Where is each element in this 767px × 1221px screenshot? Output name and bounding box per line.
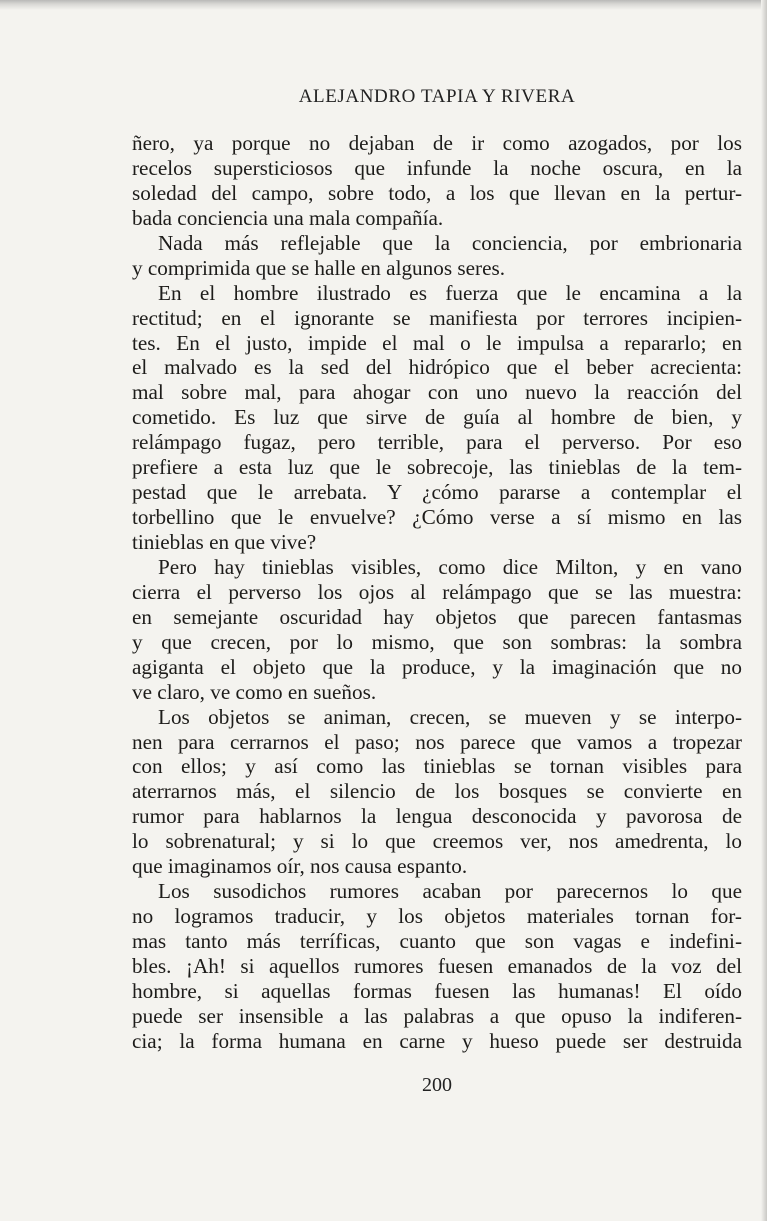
text-line: lo sobrenatural; y si lo que creemos ver, nos amedrenta, lo: [132, 829, 742, 854]
text-line: soledad del campo, sobre todo, a los que llevan en la pertur-: [132, 180, 742, 205]
text-line: cia; la forma humana en carne y hueso puede ser destruida: [132, 1028, 742, 1053]
text-line: bada conciencia una mala compañía.: [132, 205, 444, 230]
text-line: nen para cerrarnos el paso; nos parece que vamos a tropezar: [132, 729, 742, 754]
text-line: prefiere a esta luz que le sobrecoje, las tinieblas de la tem-: [132, 455, 742, 480]
text-line: bles. ¡Ah! si aquellos rumores fuesen emanados de la voz del: [132, 953, 742, 978]
text-line: mas tanto más terríficas, cuanto que son vagas e indefini-: [132, 929, 742, 953]
text-line: rectitud; en el ignorante se manifiesta por terrores incipien-: [132, 305, 742, 330]
text-line: y comprimida que se halle en algunos seres.: [132, 255, 506, 280]
page-right-edge: [761, 0, 767, 1221]
text-line: ñero, ya porque no dejaban de ir como azogados, por los: [132, 131, 742, 155]
body-text: [132, 131, 742, 1054]
text-line: que imaginamos oír, nos causa espanto.: [132, 854, 468, 879]
text-line: recelos supersticiosos que infunde la noche oscura, en la: [132, 155, 742, 180]
text-line: Pero hay tinieblas visibles, como dice Milton, y en vano: [158, 554, 742, 579]
text-line: Los objetos se animan, crecen, se mueven y se interpo-: [158, 704, 742, 729]
text-line: y que crecen, por lo mismo, que son sombras: la sombra: [132, 629, 742, 654]
text-line: aterrarnos más, el silencio de los bosques se convierte en: [132, 779, 742, 804]
text-line: Nada más reflejable que la conciencia, por embrionaria: [158, 230, 742, 255]
text-line: En el hombre ilustrado es fuerza que le encamina a la: [158, 280, 742, 305]
text-line: relámpago fugaz, pero terrible, para el perverso. Por eso: [132, 430, 742, 455]
text-line: tes. En el justo, impide el mal o le impulsa a repararlo; en: [132, 330, 742, 355]
text-line: cierra el perverso los ojos al relámpago que se las muestra:: [132, 579, 742, 604]
text-line: pestad que le arrebata. Y ¿cómo pararse a contemplar el: [132, 480, 742, 505]
text-line: agiganta el objeto que la produce, y la imaginación que no: [132, 654, 742, 679]
text-line: en semejante oscuridad hay objetos que parecen fantasmas: [132, 604, 742, 629]
text-line: puede ser insensible a las palabras a que opuso la indiferen-: [132, 1003, 742, 1028]
text-line: mal sobre mal, para ahogar con uno nuevo la reacción del: [132, 380, 742, 405]
text-line: cometido. Es luz que sirve de guía al hombre de bien, y: [132, 405, 742, 430]
text-line: Los susodichos rumores acaban por parecernos lo que: [158, 879, 742, 904]
text-line: ve claro, ve como en sueños.: [132, 679, 377, 704]
page-number: 200: [422, 1074, 452, 1096]
text-line: tinieblas en que vive?: [132, 530, 317, 554]
text-line: con ellos; y así como las tinieblas se tornan visibles para: [132, 754, 742, 779]
text-line: hombre, si aquellas formas fuesen las humanas! El oído: [132, 978, 742, 1003]
text-line: el malvado es la sed del hidrópico que el beber acrecienta:: [132, 355, 742, 380]
text-line: no logramos traducir, y los objetos materiales tornan for-: [132, 904, 742, 929]
page-top-edge: [0, 0, 767, 10]
text-line: torbellino que le envuelve? ¿Cómo verse a sí mismo en las: [132, 505, 742, 530]
text-line: rumor para hablarnos la lengua desconocida y pavorosa de: [132, 804, 742, 829]
running-head: ALEJANDRO TAPIA Y RIVERA: [298, 86, 576, 107]
